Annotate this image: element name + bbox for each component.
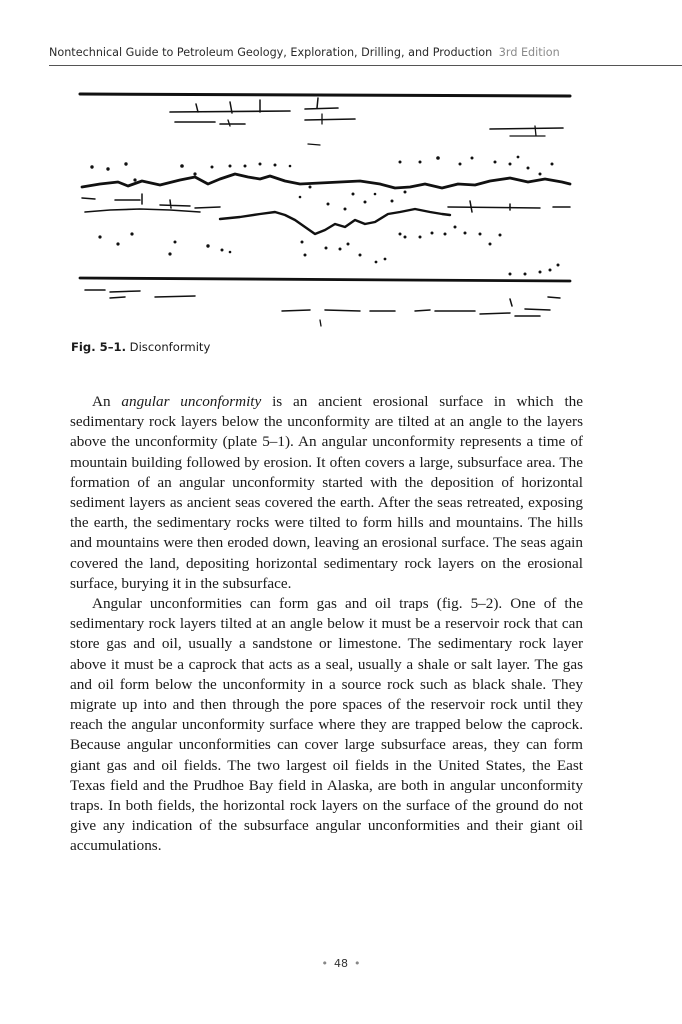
disconformity-diagram [70,84,580,336]
figure-caption [71,340,210,354]
paragraph-text: is an ancient erosional surface in which the sedimentary rock layers below the unconformity are tilted at an angle to the layers above the unconformity (plate 5–1). An angular unconformity represents a time of mountain building followed by erosion. It often covers a large, subsurface area. The formation of an angular unconformity started with the deposition of horizontal sediment layers as ancient seas covered the earth. After the seas retreated, exposing the earth, the sedimentary rocks were tilted to form hills and mountains. The hills and mountains were then eroded down, leaving an erosional surface. The seas again covered the land, depositing horizontal sedimentary rock layers on the erosional surface, burying it in the subsurface. [70,393,584,592]
paragraph-intro: An [92,393,122,410]
figure-label: Fig. 5–1. [71,340,126,354]
book-title: Nontechnical Guide to Petroleum Geology, Exploration, Drilling, and Production [49,46,493,59]
paragraph [70,392,583,594]
page-number: 48 [334,957,348,970]
term-angular-unconformity: angular unconformity [121,393,262,410]
running-header [49,46,682,59]
paragraph [70,594,583,857]
bullet-icon: • [321,957,328,970]
bullet-icon: • [354,957,361,970]
edition-label: 3rd Edition [498,46,560,59]
body-text [70,392,583,857]
header-rule [49,65,682,66]
page-footer [0,957,682,970]
figure-caption-text: Disconformity [129,340,211,354]
paragraph-text: Angular unconformities can form gas and oil traps (fig. 5–2). One of the sedimentary rock layers tilted at an angle below it must be a reservoir rock that can store gas and oil, usually a sandstone or limestone. The sedimentary rock layer above it must be a caprock that acts as a seal, usually a shale or salt layer. The gas and oil form below the unconformity in a source rock such as black shale. They migrate up into and then through the pore spaces of the reservoir rock until they reach the angular unconformity surface where they are trapped below the caprock. Because angular unconformities can cover large subsurface areas, they can form giant gas and oil fields. The two largest oil fields in the United States, the East Texas field and the Prudhoe Bay field in Alaska, are both in angular unconformity traps. In both fields, the horizontal rock layers on the surface of the ground do not give any indication of the subsurface angular unconformities and their giant oil accumulations. [70,595,583,855]
